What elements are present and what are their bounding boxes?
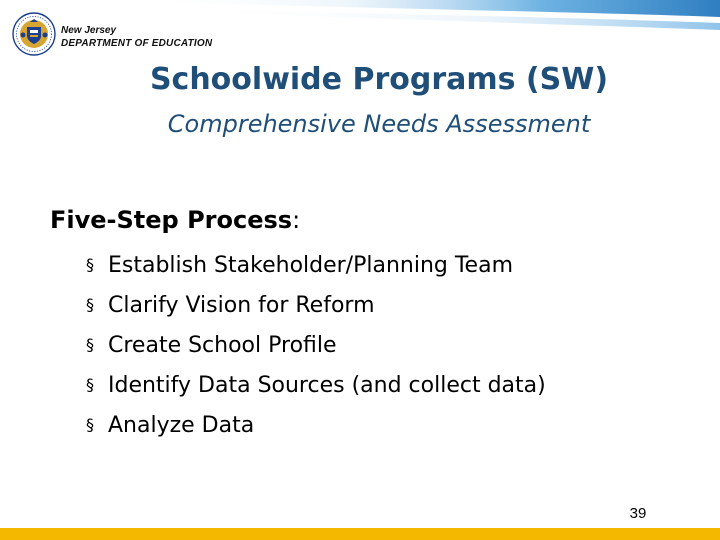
- step-label: Identify Data Sources (and collect data): [108, 373, 546, 398]
- bullet-icon: §: [86, 335, 94, 354]
- org-department: DEPARTMENT OF EDUCATION: [61, 38, 213, 49]
- step-label: Clarify Vision for Reform: [108, 293, 375, 318]
- step-item: [86, 369, 546, 409]
- page-number: 39: [629, 505, 647, 522]
- bullet-icon: §: [86, 415, 94, 434]
- bottom-accent-bar: [0, 528, 720, 540]
- slide-title: Schoolwide Programs (SW): [149, 62, 609, 97]
- state-seal-icon: [12, 12, 56, 56]
- org-state: New Jersey: [61, 25, 117, 36]
- step-item: [86, 329, 546, 369]
- step-item: [86, 409, 546, 449]
- step-list: [86, 249, 546, 449]
- step-item: [86, 289, 546, 329]
- process-heading: [50, 202, 300, 238]
- process-heading-colon: :: [292, 206, 301, 234]
- bullet-icon: §: [86, 255, 94, 274]
- step-label: Create School Profile: [108, 333, 337, 358]
- step-label: Analyze Data: [108, 413, 255, 438]
- process-heading-bold: Five-Step Process: [50, 206, 293, 234]
- organization-name: [61, 25, 212, 50]
- bullet-icon: §: [86, 295, 94, 314]
- step-label: Establish Stakeholder/Planning Team: [108, 253, 514, 278]
- slide-subtitle: Comprehensive Needs Assessment: [167, 110, 591, 138]
- bullet-icon: §: [86, 375, 94, 394]
- step-item: [86, 249, 546, 289]
